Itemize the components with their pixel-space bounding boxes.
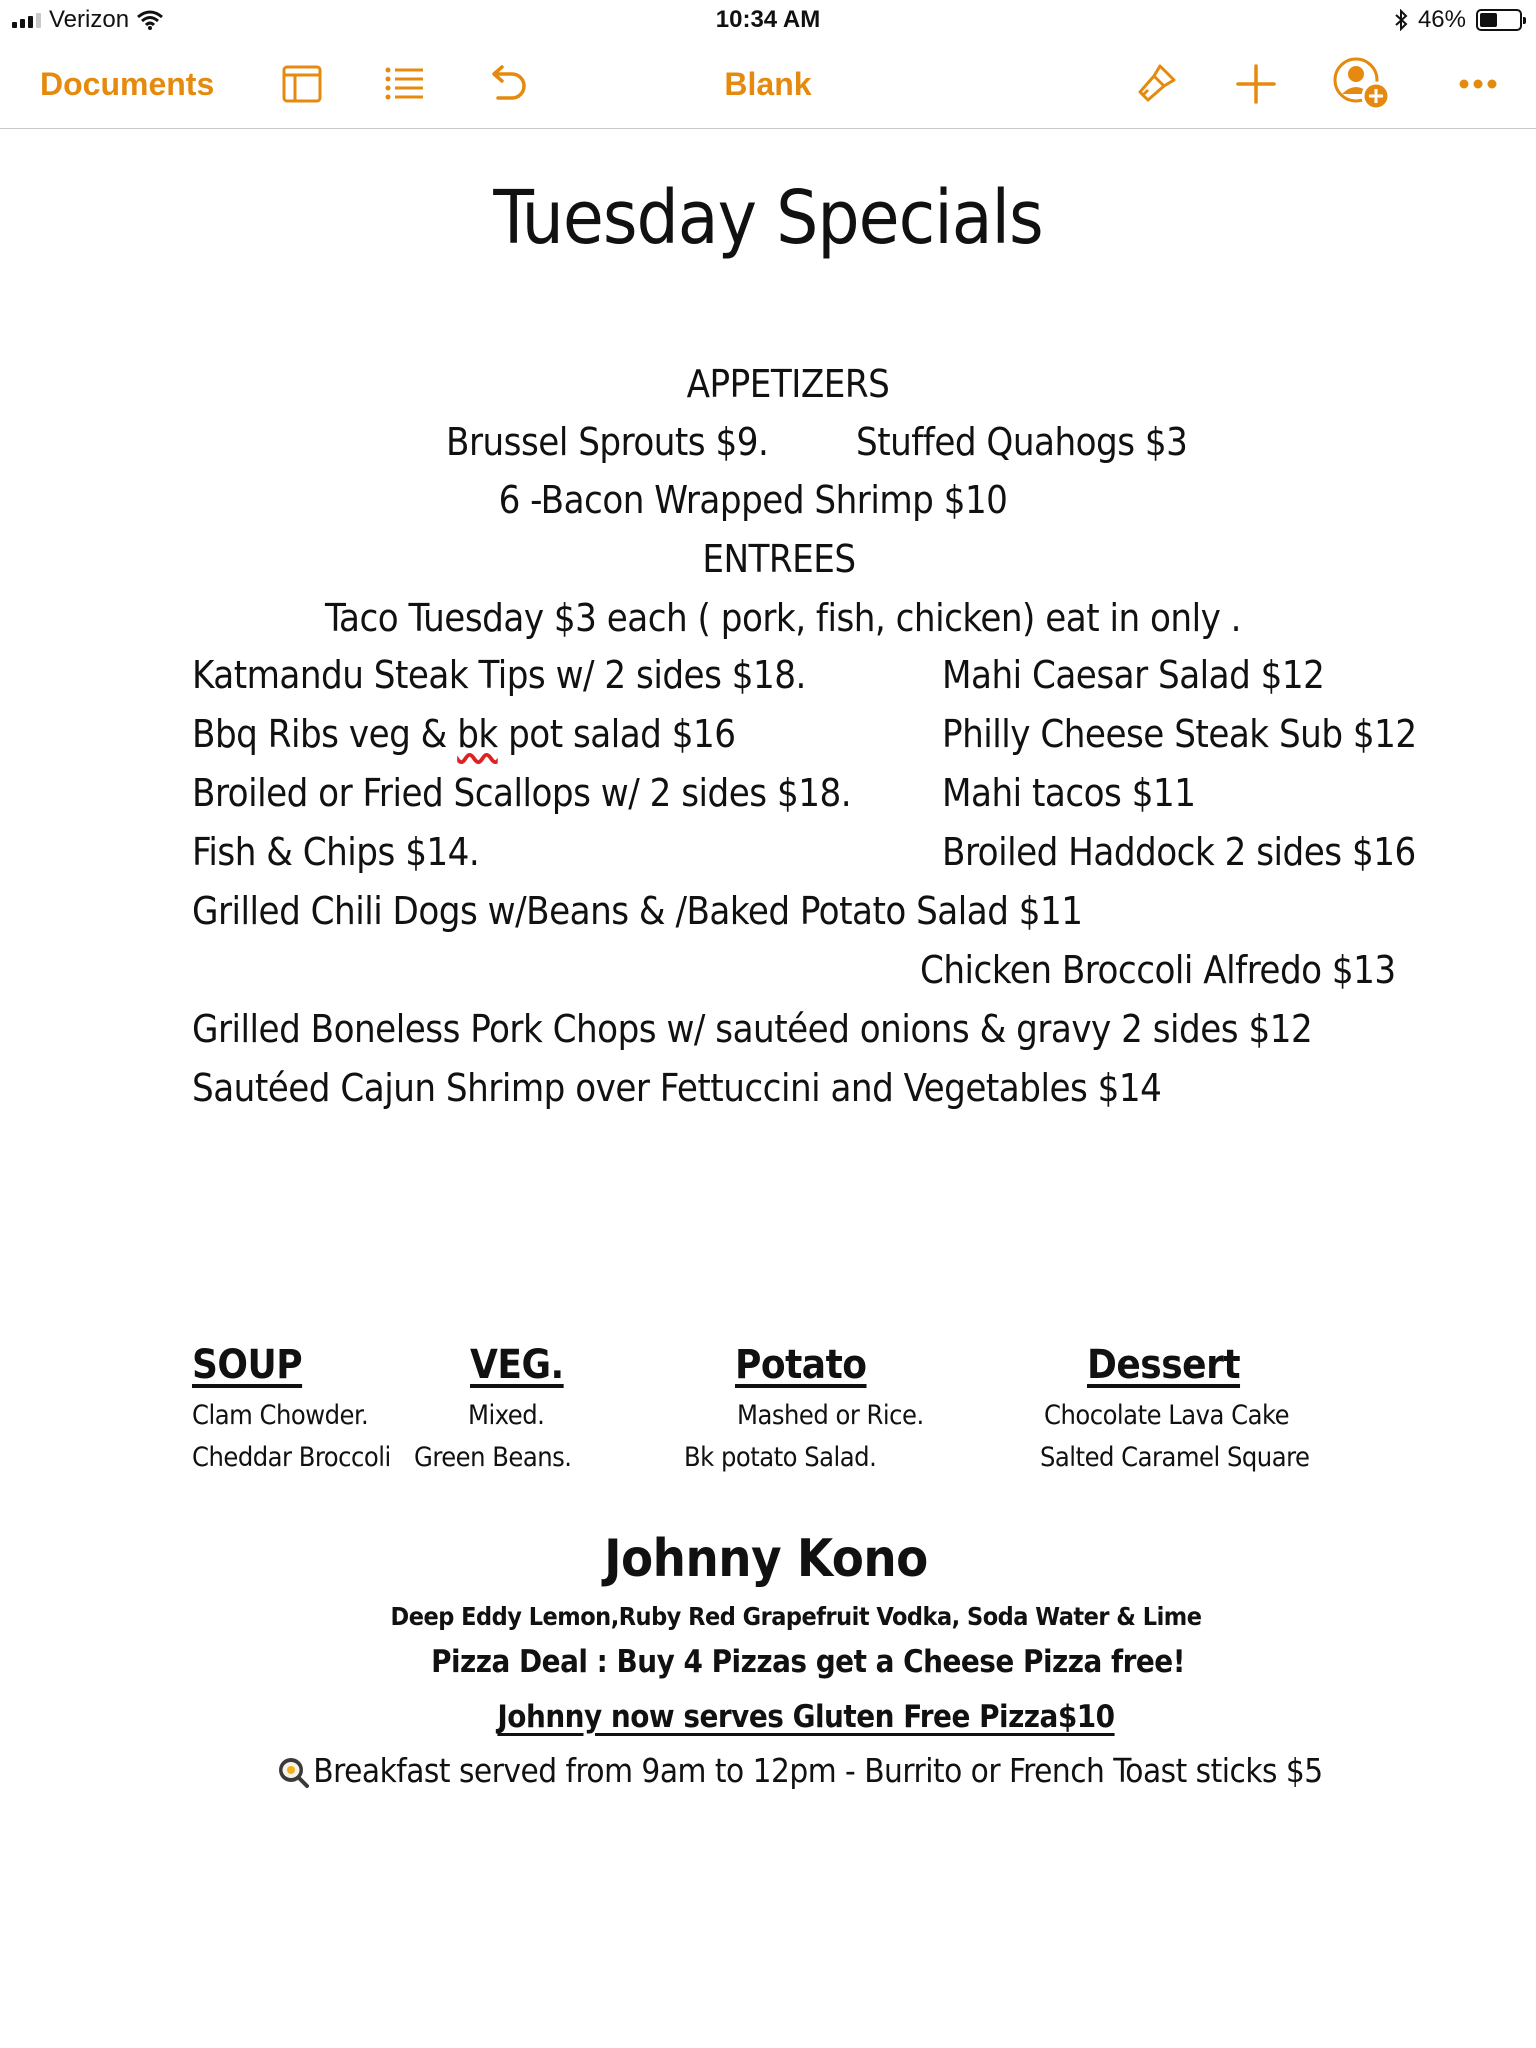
entree-item: Philly Cheese Steak Sub $12 — [942, 712, 1417, 756]
drink-title: Johnny Kono — [604, 1529, 928, 1589]
appetizer-item: Brussel Sprouts $9. — [446, 420, 769, 464]
status-right — [1394, 6, 1522, 34]
pages-toolbar — [0, 40, 1536, 129]
entree-item: Grilled Chili Dogs w/Beans & /Baked Potato Salad $11 — [192, 889, 1083, 933]
menu-title: Tuesday Specials — [493, 175, 1043, 261]
potato-item: Bk potato Salad. — [684, 1442, 877, 1473]
add-icon — [1235, 63, 1277, 105]
battery-fill — [1480, 13, 1497, 27]
soup-item: Clam Chowder. — [192, 1400, 369, 1431]
taco-tuesday-line: Taco Tuesday $3 each ( pork, fish, chicken) eat in only . — [324, 596, 1242, 640]
appetizers-heading: APPETIZERS — [686, 362, 890, 406]
more-button[interactable] — [1452, 40, 1504, 128]
add-button[interactable] — [1230, 40, 1282, 128]
entree-item: Fish & Chips $14. — [192, 830, 480, 874]
veg-heading: VEG. — [470, 1342, 564, 1388]
entree-item: Katmandu Steak Tips w/ 2 sides $18. — [192, 653, 806, 697]
frying-egg-icon — [277, 1756, 309, 1788]
pizza-deal: Pizza Deal : Buy 4 Pizzas get a Cheese Pizza free! — [431, 1644, 1185, 1680]
entree-text: Bbq Ribs veg & — [192, 712, 458, 756]
entree-item: Grilled Boneless Pork Chops w/ sautéed onions & gravy 2 sides $12 — [192, 1007, 1313, 1051]
gluten-free-line — [76, 1699, 1536, 1735]
potato-heading: Potato — [735, 1342, 867, 1388]
breakfast-text: Breakfast served from 9am to 12pm - Burrito or French Toast sticks $5 — [313, 1751, 1323, 1790]
soup-item: Cheddar Broccoli — [192, 1442, 391, 1473]
gluten-free-text: Johnny now serves Gluten Free Pizza$10 — [497, 1699, 1115, 1735]
format-button[interactable] — [1130, 40, 1182, 128]
format-brush-icon — [1134, 62, 1178, 106]
entree-item — [192, 712, 735, 756]
carrier-name: Verizon — [49, 6, 130, 33]
entrees-heading: ENTREES — [702, 537, 856, 581]
entree-item: Chicken Broccoli Alfredo $13 — [920, 948, 1396, 992]
entree-item: Mahi Caesar Salad $12 — [942, 653, 1325, 697]
document-canvas[interactable] — [0, 129, 1536, 2048]
drink-description: Deep Eddy Lemon,Ruby Red Grapefruit Vodka, Soda Water & Lime — [390, 1602, 1202, 1631]
collaborate-button[interactable] — [1330, 40, 1394, 128]
entree-item: Mahi tacos $11 — [942, 771, 1196, 815]
document-title[interactable]: Blank — [724, 66, 812, 102]
status-bar — [0, 0, 1536, 40]
bluetooth-icon — [1394, 9, 1408, 31]
entree-item: Broiled Haddock 2 sides $16 — [942, 830, 1416, 874]
soup-heading: SOUP — [192, 1342, 303, 1388]
veg-item: Mixed. — [468, 1400, 545, 1431]
potato-item: Mashed or Rice. — [737, 1400, 924, 1431]
entree-item: Sautéed Cajun Shrimp over Fettuccini and Vegetables $14 — [192, 1066, 1162, 1110]
battery-icon — [1476, 9, 1522, 31]
more-icon — [1457, 78, 1499, 90]
spelling-error[interactable]: bk — [457, 712, 498, 756]
dessert-item: Salted Caramel Square — [1040, 1442, 1310, 1473]
breakfast-line — [64, 1751, 1536, 1790]
appetizer-item: 6 -Bacon Wrapped Shrimp $10 — [498, 478, 1008, 522]
dessert-item: Chocolate Lava Cake — [1044, 1400, 1290, 1431]
appetizer-item: Stuffed Quahogs $3 — [856, 420, 1188, 464]
entree-item: Broiled or Fried Scallops w/ 2 sides $18. — [192, 771, 852, 815]
clock: 10:34 AM — [715, 6, 821, 33]
entree-text: pot salad $16 — [497, 712, 736, 756]
collaborate-icon — [1330, 56, 1394, 112]
documents-label: Documents — [40, 65, 215, 102]
dessert-heading: Dessert — [1087, 1342, 1241, 1388]
veg-item: Green Beans. — [414, 1442, 572, 1473]
battery-percent: 46% — [1417, 6, 1466, 33]
